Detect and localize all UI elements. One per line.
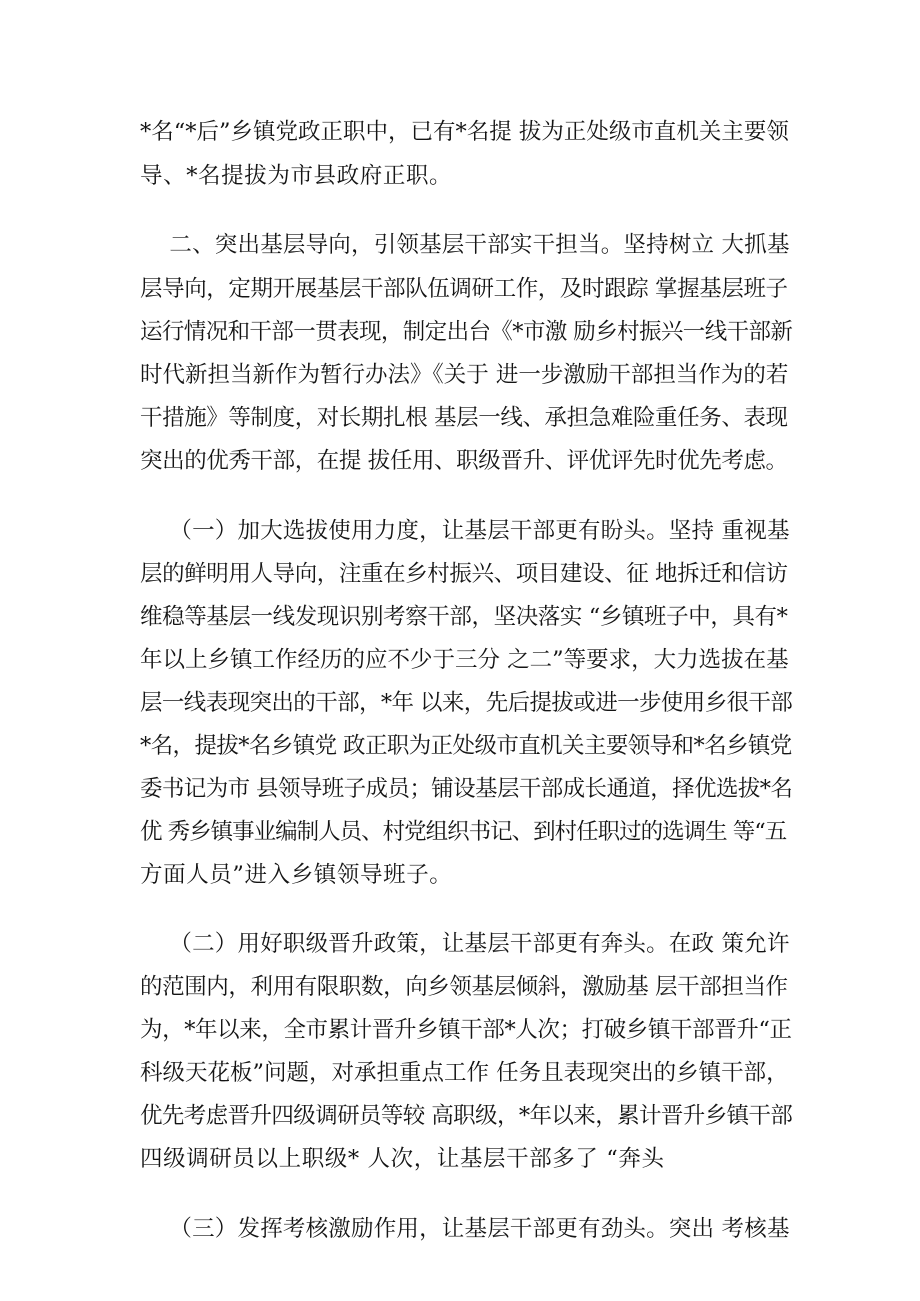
text-line: 四级调研员以上职级* 人次，让基层干部多了 “奔头: [140, 1146, 665, 1172]
text-line: 年以上乡镇工作经历的应不少于三分 之二”等要求，大力选拔在基: [140, 647, 789, 673]
text-line: （三）发挥考核激励作用，让基层干部更有劲头。突出 考核基: [140, 1216, 790, 1242]
text-line: 层导向，定期开展基层干部队伍调研工作，及时跟踪 掌握基层班子: [140, 276, 788, 302]
text-line: 优先考虑晋升四级调研员等较 高职级，*年以来，累计晋升乡镇干部: [140, 1103, 793, 1129]
text-line: （二）用好职级晋升政策，让基层干部更有奔头。在政 策允许: [140, 931, 790, 957]
text-line: 科级天花板”问题，对承担重点工作 任务且表现突出的乡镇干部，: [140, 1060, 789, 1086]
text-line: 导、*名提拔为市县政府正职。: [140, 163, 453, 189]
text-line: 时代新担当新作为暂行办法》《关于 进一步激励干部担当作为的若: [140, 362, 789, 388]
text-line: （一）加大选拔使用力度，让基层干部更有盼头。坚持 重视基: [140, 518, 790, 544]
text-line: 二、突出基层导向，引领基层干部实干担当。坚持树立 大抓基: [140, 232, 790, 258]
text-line: 层一线表现突出的干部，*年 以来，先后提拔或进一步使用乡很干部: [140, 690, 793, 716]
text-line: 维稳等基层一线发现识别考察干部，坚决落实 “乡镇班子中，具有*: [140, 604, 788, 630]
text-line: 的范围内，利用有限职数，向乡领基层倾斜，激励基 层干部担当作: [140, 974, 788, 1000]
text-line: 方面人员”进入乡镇领导班子。: [140, 862, 453, 888]
text-line: 运行情况和干部一贯表现，制定出台《*市激 励乡村振兴一线干部新: [140, 319, 793, 345]
text-line: 为，*年以来，全市累计晋升乡镇干部*人次；打破乡镇干部晋升“正: [140, 1017, 792, 1043]
text-line: 突出的优秀干部，在提 拔任用、职级晋升、评优评先时优先考虑。: [140, 448, 788, 474]
text-line: 层的鲜明用人导向，注重在乡村振兴、项目建设、征 地拆迁和信访: [140, 561, 788, 587]
text-line: 委书记为市 县领导班子成员；铺设基层干部成长通道，择优选拔*名: [140, 776, 793, 802]
text-line: 优 秀乡镇事业编制人员、村党组织书记、到村任职过的选调生 等“五: [140, 819, 787, 845]
text-line: 干措施》等制度，对长期扎根 基层一线、承担急难险重任务、表现: [140, 405, 788, 431]
text-line: *名，提拔*名乡镇党 政正职为正处级市直机关主要领导和*名乡镇党: [140, 733, 792, 759]
text-line: *名“*后”乡镇党政正职中，已有*名提 拔为正处级市直机关主要领: [140, 119, 789, 145]
